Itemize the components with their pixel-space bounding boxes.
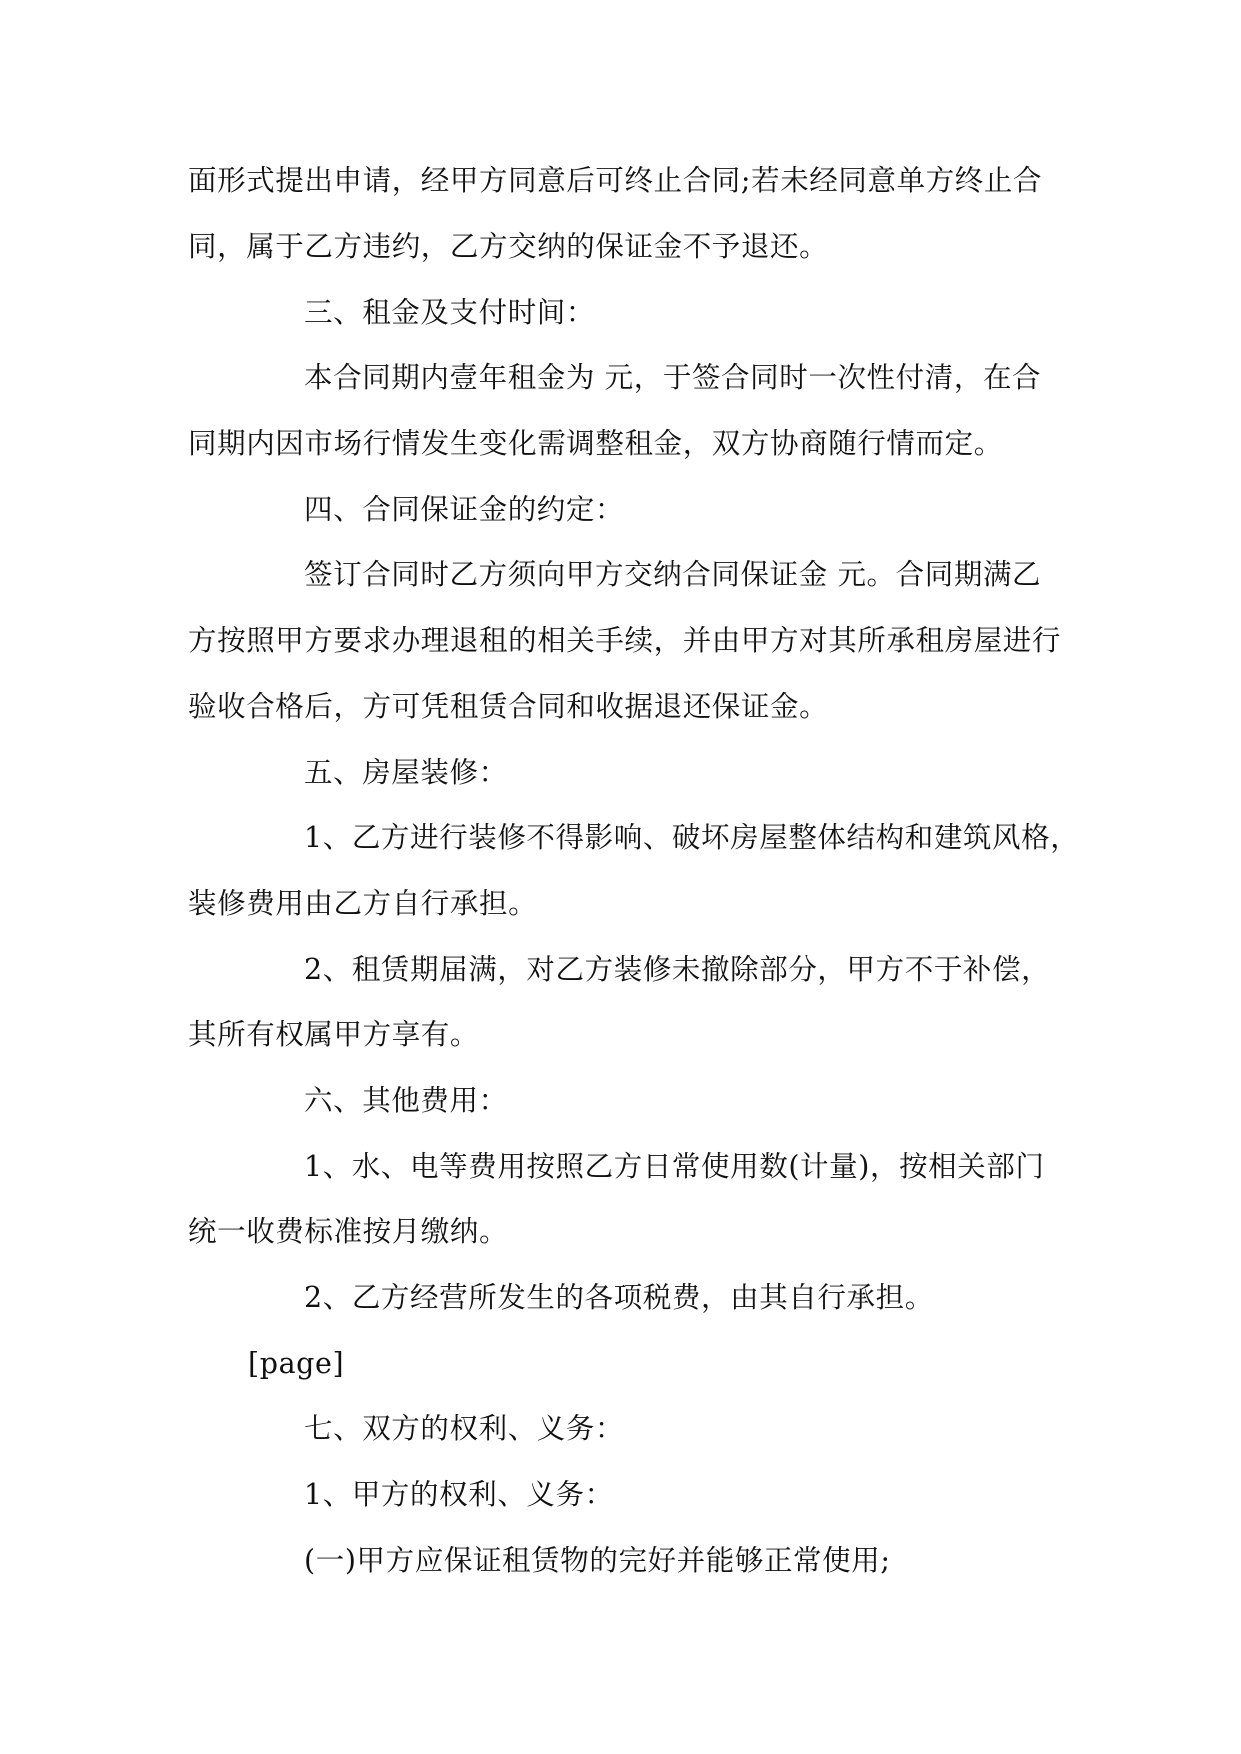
text-line: 同期内因市场行情发生变化需调整租金，双方协商随行情而定。: [188, 427, 1003, 460]
text-line: 1、甲方的权利、义务：: [304, 1478, 614, 1511]
text-line: 其所有权属甲方享有。: [188, 1018, 480, 1051]
page-marker: [page]: [248, 1347, 345, 1380]
text-line: 同，属于乙方违约，乙方交纳的保证金不予退还。: [188, 230, 829, 263]
section-heading: 四、合同保证金的约定：: [304, 493, 625, 526]
text-line: 面形式提出申请，经甲方同意后可终止合同;若未经同意单方终止合: [188, 164, 1043, 197]
section-heading: 六、其他费用：: [304, 1084, 508, 1117]
text-line: 签订合同时乙方须向甲方交纳合同保证金 元。合同期满乙: [304, 558, 1042, 591]
text-line: 验收合格后，方可凭租赁合同和收据退还保证金。: [188, 690, 829, 723]
text-line: 2、租赁期届满，对乙方装修未撤除部分，甲方不于补偿，: [304, 953, 1051, 986]
text-line: 方按照甲方要求办理退租的相关手续，并由甲方对其所承租房屋进行: [188, 624, 1062, 657]
text-line: 2、乙方经营所发生的各项税费，由其自行承担。: [304, 1281, 934, 1314]
text-line: 统一收费标准按月缴纳。: [188, 1215, 509, 1248]
text-line: 1、乙方进行装修不得影响、破坏房屋整体结构和建筑风格，: [304, 821, 1080, 854]
text-line: 1、水、电等费用按照乙方日常使用数(计量)，按相关部门: [304, 1150, 1045, 1183]
text-line: (一)甲方应保证租赁物的完好并能够正常使用;: [304, 1544, 891, 1577]
text-line: 装修费用由乙方自行承担。: [188, 887, 538, 920]
text-line: 本合同期内壹年租金为 元，于签合同时一次性付清，在合: [304, 361, 1042, 394]
section-heading: 三、租金及支付时间：: [304, 296, 596, 329]
section-heading: 五、房屋装修：: [304, 756, 508, 789]
section-heading: 七、双方的权利、义务：: [304, 1412, 625, 1445]
